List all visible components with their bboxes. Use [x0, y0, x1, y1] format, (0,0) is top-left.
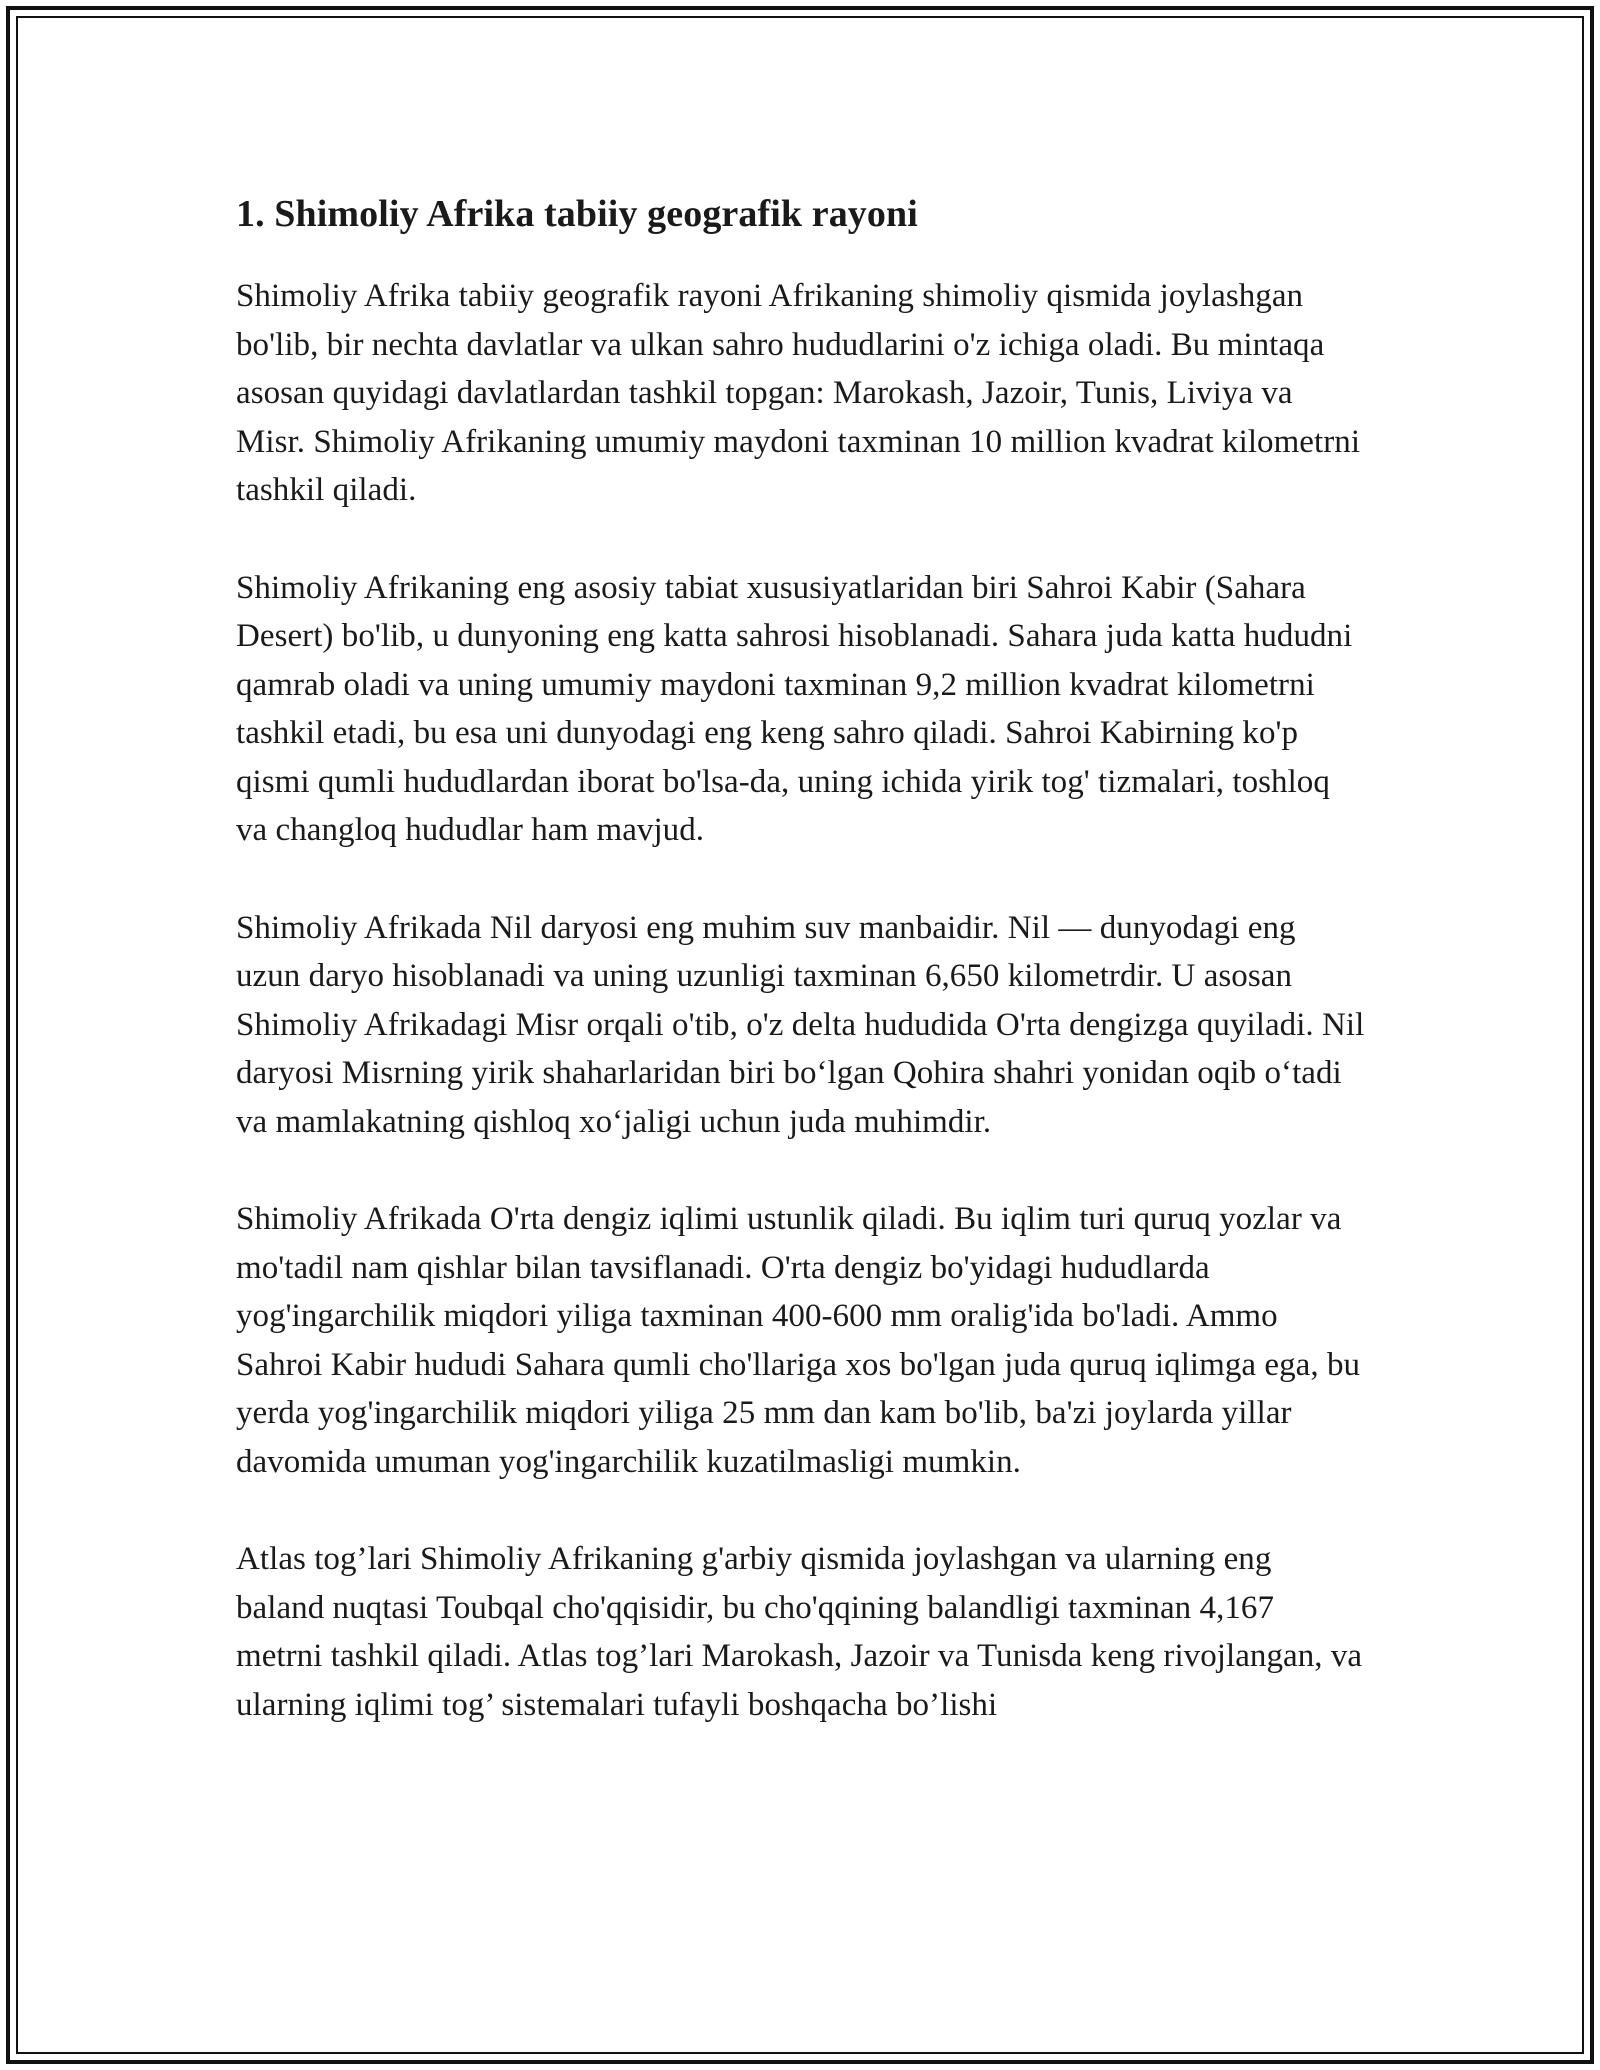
paragraph-nile: Shimoliy Afrikada Nil daryosi eng muhim suv manbaidir. Nil — dunyodagi eng uzun daryo hisoblanadi va uning uzunligi taxminan 6,650 kilometrdir. U asosan Shimoliy Afrikadagi Misr orqali o'tib, o'z delta hududida O'rta dengizga quyiladi. Nil daryosi Misrning yirik shaharlaridan biri bo‘lgan Qohira shahri yonidan oqib o‘tadi va mamlakatning qishloq xo‘jaligi uchun juda muhimdir.: [236, 909, 1365, 1140]
paragraph-overview: Shimoliy Afrika tabiiy geografik rayoni Afrikaning shimoliy qismida joylashgan bo'lib, bir nechta davlatlar va ulkan sahro hududlarini o'z ichiga oladi. Bu mintaqa asosan quyidagi davlatlardan tashkil topgan: Marokash, Jazoir, Tunis, Liviya va Misr. Shimoliy Afrikaning umumiy maydoni taxminan 10 million kvadrat kilometrni tashkil qiladi.: [236, 278, 1361, 508]
paragraph-sahara: Shimoliy Afrikaning eng asosiy tabiat xususiyatlaridan biri Sahroi Kabir (Sahara Desert) bo'lib, u dunyoning eng katta sahrosi hisoblanadi. Sahara juda katta hududni qamrab oladi va uning umumiy maydoni taxminan 9,2 million kvadrat kilometrni tashkil etadi, bu esa uni dunyodagi eng keng sahro qiladi. Sahroi Kabirning ko'p qismi qumli hududlardan iborat bo'lsa-da, uning ichida yirik tog' tizmalari, toshloq va changloq hududlar ham mavjud.: [236, 569, 1353, 848]
paragraph-climate: Shimoliy Afrikada O'rta dengiz iqlimi ustunlik qiladi. Bu iqlim turi quruq yozlar va mo'tadil nam qishlar bilan tavsiflanadi. O'rta dengiz bo'yidagi hududlarda yog'ingarchilik miqdori yiliga taxminan 400-600 mm oralig'ida bo'ladi. Ammo Sahroi Kabir hududi Sahara qumli cho'llariga xos bo'lgan juda quruq iqlimga ega, bu yerda yog'ingarchilik miqdori yiliga 25 mm dan kam bo'lib, ba'zi joylarda yillar davomida umuman yog'ingarchilik kuzatilmasligi mumkin.: [236, 1201, 1361, 1480]
paragraph-atlas: Atlas tog’lari Shimoliy Afrikaning g'arbiy qismida joylashgan va ularning eng baland nuqtasi Toubqal cho'qqisidir, bu cho'qqining balandligi taxminan 4,167 metrni tashkil qiladi. Atlas tog’lari Marokash, Jazoir va Tunisda keng rivojlangan, va ularning iqlimi tog’ sistemalari tufayli boshqacha bo’lishi: [236, 1541, 1363, 1723]
document-body: [236, 186, 1366, 1778]
section-heading: 1. Shimoliy Afrika tabiiy geografik rayoni: [236, 193, 918, 235]
